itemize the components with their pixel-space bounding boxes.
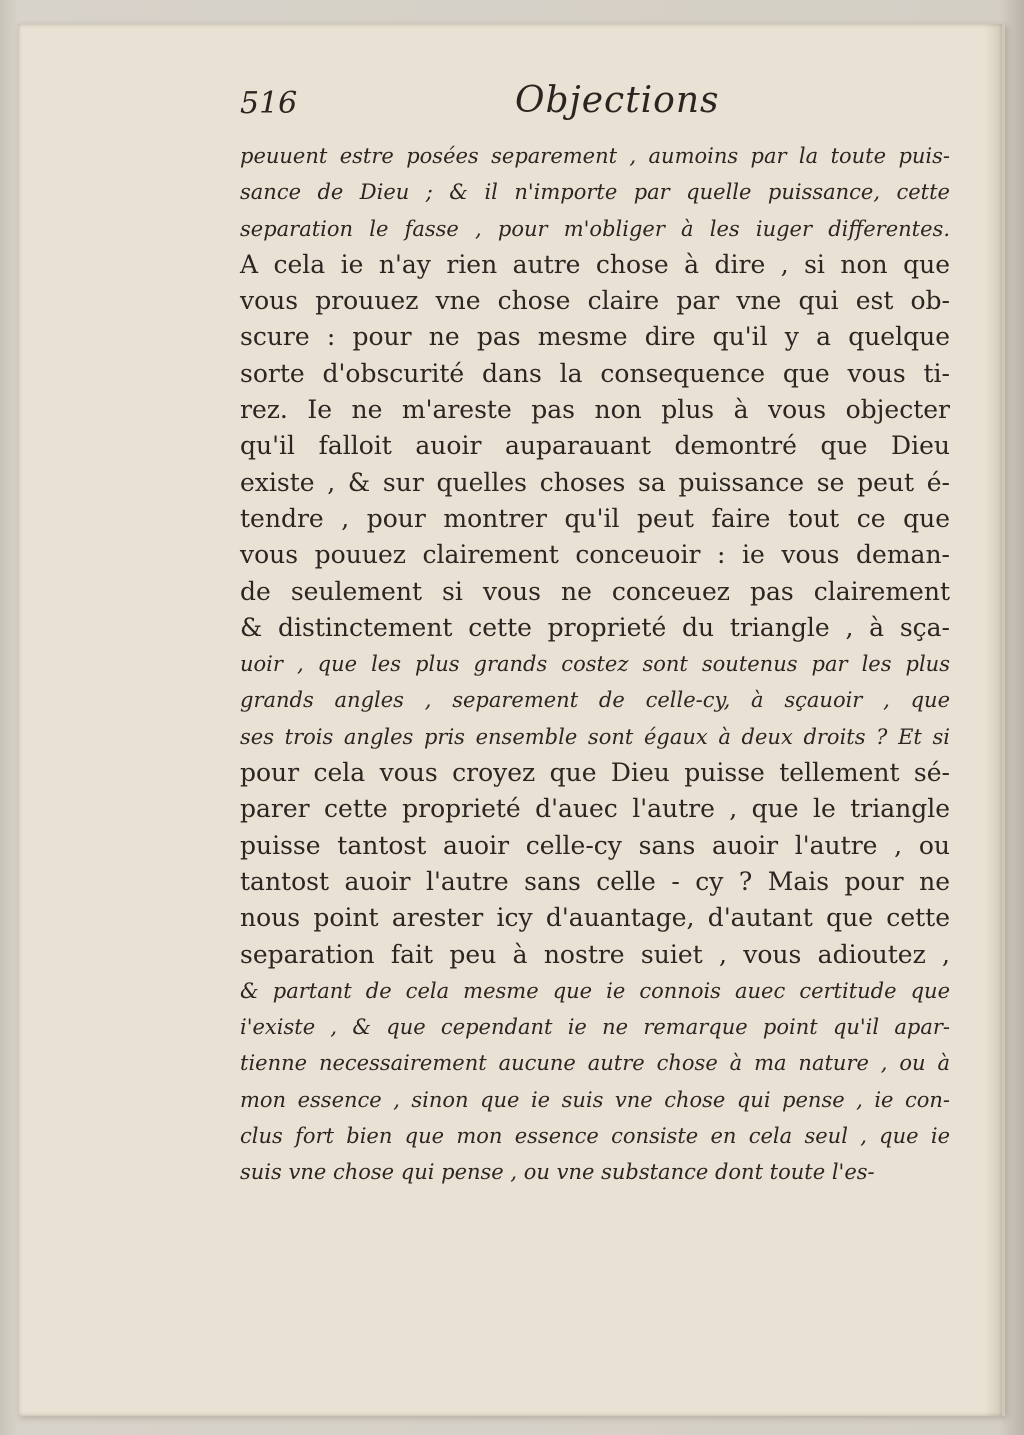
header-title: Objections: [515, 80, 720, 121]
text-line: de seulement si vous ne conceuez pas clairement: [240, 576, 950, 606]
text-line: vous pouuez clairement conceuoir : ie vous deman-: [240, 540, 950, 570]
text-line: separation fait peu à nostre suiet , vous adioutez ,: [240, 939, 950, 969]
text-line: clus fort bien que mon essence consiste en cela seul , que ie: [240, 1124, 950, 1149]
text-line: vous prouuez vne chose claire par vne qui est ob-: [240, 286, 950, 316]
text-line: A cela ie n'ay rien autre chose à dire , si non que: [240, 249, 950, 279]
page-edge-shadow: [984, 24, 1002, 1416]
text-line: ses trois angles pris ensemble sont égaux à deux droits ? Et si: [240, 724, 950, 749]
text-line: qu'il falloit auoir auparauant demontré que Dieu: [240, 431, 950, 461]
text-line: uoir , que les plus grands costez sont soutenus par les plus: [240, 652, 950, 677]
text-line: sorte d'obscurité dans la consequence que vous ti-: [240, 358, 950, 388]
text-line: puisse tantost auoir celle-cy sans auoir l'autre , ou: [240, 830, 950, 860]
text-line: existe , & sur quelles choses sa puissance se peut é-: [240, 467, 950, 497]
text-line: separation le fasse , pour m'obliger à les iuger differentes.: [240, 216, 950, 241]
text-line: & distinctement cette proprieté du triangle , à sça-: [240, 612, 950, 642]
text-line: tendre , pour montrer qu'il peut faire tout ce que: [240, 503, 950, 533]
body-text: [240, 138, 950, 1191]
text-line: mon essence , sinon que ie suis vne chose qui pense , ie con-: [240, 1087, 950, 1112]
text-line: tantost auoir l'autre sans celle - cy ? Mais pour ne: [240, 866, 950, 896]
text-line: pour cela vous croyez que Dieu puisse tellement sé-: [240, 758, 950, 788]
text-line: rez. Ie ne m'areste pas non plus à vous objecter: [240, 395, 950, 425]
text-line: & partant de cela mesme que ie connois auec certitude que: [240, 978, 950, 1003]
text-line: tienne necessairement aucune autre chose à ma nature , ou à: [240, 1051, 950, 1076]
text-line: grands angles , separement de celle-cy, à sçauoir , que: [240, 688, 950, 713]
text-line: i'existe , & que cependant ie ne remarque point qu'il apar-: [240, 1015, 950, 1040]
text-line: sance de Dieu ; & il n'importe par quelle puissance, cette: [240, 180, 950, 205]
running-head: [240, 72, 720, 132]
page-number: 516: [240, 86, 298, 121]
text-line: suis vne chose qui pense , ou vne substance dont toute l'es-: [240, 1160, 875, 1185]
text-line: parer cette proprieté d'auec l'autre , que le triangle: [240, 794, 950, 824]
text-line: scure : pour ne pas mesme dire qu'il y a quelque: [240, 322, 950, 352]
text-line: peuuent estre posées separement , aumoins par la toute puis-: [240, 144, 950, 168]
text-line: nous point arester icy d'auantage, d'autant que cette: [240, 903, 950, 933]
